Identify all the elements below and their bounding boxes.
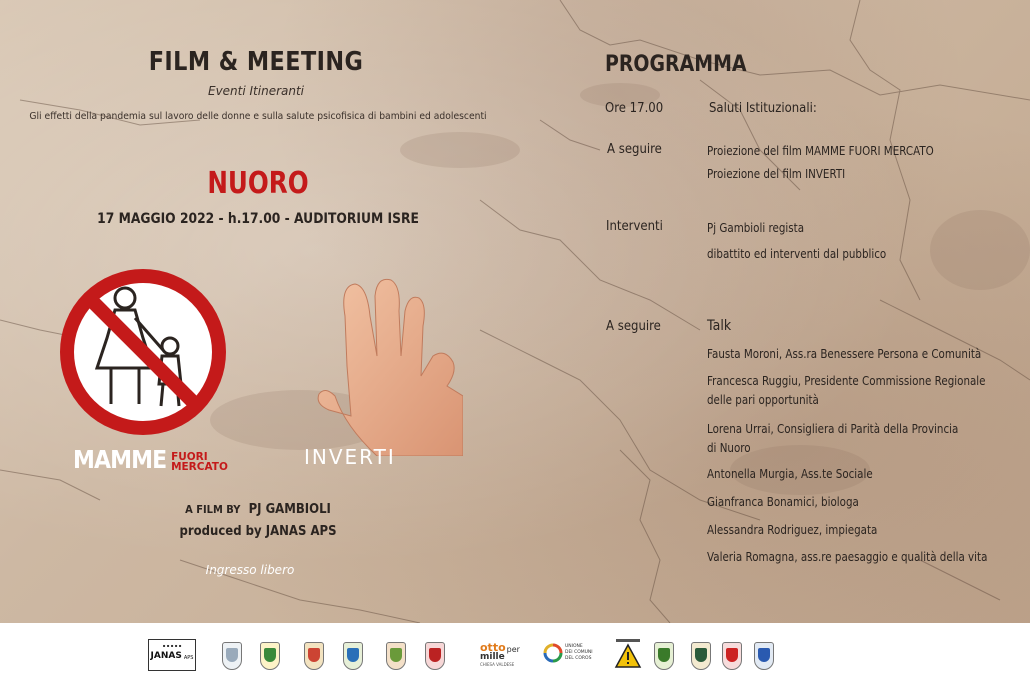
municipal-crest-icon — [754, 642, 774, 670]
film-credit — [26, 502, 490, 517]
municipal-crest-icon — [304, 642, 324, 670]
speaker-line: Antonella Murgia, Ass.te Sociale — [707, 467, 873, 481]
municipal-crest-icon — [425, 642, 445, 670]
programma-time-label: Ore 17.00 — [605, 101, 664, 116]
otto-logo-b: per — [506, 645, 520, 654]
programma-seguire1-item: Proiezione del film MAMME FUORI MERCATO — [707, 144, 934, 158]
otto-per-mille-logo — [480, 639, 526, 671]
inverti-logo-text: INVERTI — [304, 445, 396, 469]
mamme-fuori-mercato-logo — [73, 440, 228, 472]
event-city: NUORO — [207, 166, 309, 201]
programma-seguire1-item: Proiezione del film INVERTI — [707, 167, 846, 181]
unione-logo-line1: UNIONE — [565, 644, 583, 649]
otto-logo-d: CHIESA VALDESE — [480, 662, 515, 667]
speaker-line: Francesca Ruggiu, Presidente Commissione Regionale — [707, 374, 986, 388]
film-director: PJ GAMBIOLI — [248, 502, 331, 517]
child-hand-image — [315, 276, 463, 456]
speaker-line: di Nuoro — [707, 441, 751, 455]
municipal-crest-icon — [222, 642, 242, 670]
produced-by: produced by JANAS APS — [179, 524, 337, 539]
otto-logo-a: otto — [480, 641, 506, 654]
mamme-logo-line2: MERCATO — [171, 461, 228, 473]
speaker-line: Valeria Romagna, ass.re paesaggio e qualità della vita — [707, 550, 988, 564]
municipal-crest-icon — [722, 642, 742, 670]
unione-ring-icon — [543, 643, 563, 663]
janas-logo-word: JANAS — [150, 651, 182, 661]
programma-seguire2-label: A seguire — [606, 319, 661, 334]
unione-comuni-coros-logo — [543, 639, 599, 671]
municipal-crest-icon — [386, 642, 406, 670]
event-subtitle: Eventi Itineranti — [207, 84, 305, 98]
programma-interventi-label: Interventi — [606, 219, 663, 234]
municipal-crest-icon — [260, 642, 280, 670]
programma-interventi-item: dibattito ed interventi dal pubblico — [707, 247, 887, 261]
warning-sign-logo-icon — [614, 639, 642, 671]
programma-title: PROGRAMMA — [605, 52, 747, 77]
event-title: FILM & MEETING — [148, 47, 364, 77]
speaker-line: Gianfranca Bonamici, biologa — [707, 495, 859, 509]
mamme-logo-subtitle — [171, 452, 228, 472]
mamme-logo-line1: FUORI — [171, 451, 208, 463]
prohibition-sign-icon — [55, 268, 231, 436]
speaker-line: Alessandra Rodriguez, impiegata — [707, 523, 878, 537]
janas-aps-logo: ▪ ▪ ▪ ▪ ▪ JANAS APS — [148, 639, 196, 671]
speaker-line: Lorena Urrai, Consigliera di Parità della Provincia — [707, 422, 959, 436]
film-by-prefix: A FILM BY — [185, 503, 241, 516]
unione-logo-line2: DEI COMUNI — [565, 650, 593, 655]
programma-talk-label: Talk — [707, 318, 732, 334]
sponsor-logo-strip — [0, 623, 1030, 687]
programma-time-value: Saluti Istituzionali: — [709, 101, 817, 116]
programma-seguire1-label: A seguire — [607, 142, 662, 157]
speaker-line: delle pari opportunità — [707, 393, 819, 407]
unione-logo-line3: DEL COROS — [565, 656, 592, 661]
municipal-crest-icon — [654, 642, 674, 670]
otto-logo-c: mille — [480, 652, 505, 662]
municipal-crest-icon — [691, 642, 711, 670]
janas-logo-sub: APS — [183, 655, 194, 661]
mamme-logo-word: MAMME — [73, 445, 167, 474]
event-description: Gli effetti della pandemia sul lavoro delle donne e sulla salute psicofisica di bambini ed adolescenti — [29, 111, 487, 122]
event-date-line: 17 MAGGIO 2022 - h.17.00 - AUDITORIUM ISRE — [97, 211, 419, 227]
entry-note: Ingresso libero — [205, 563, 295, 577]
programma-interventi-item: Pj Gambioli regista — [707, 221, 805, 235]
speaker-line: Fausta Moroni, Ass.ra Benessere Persona e Comunità — [707, 347, 982, 361]
municipal-crest-icon — [343, 642, 363, 670]
